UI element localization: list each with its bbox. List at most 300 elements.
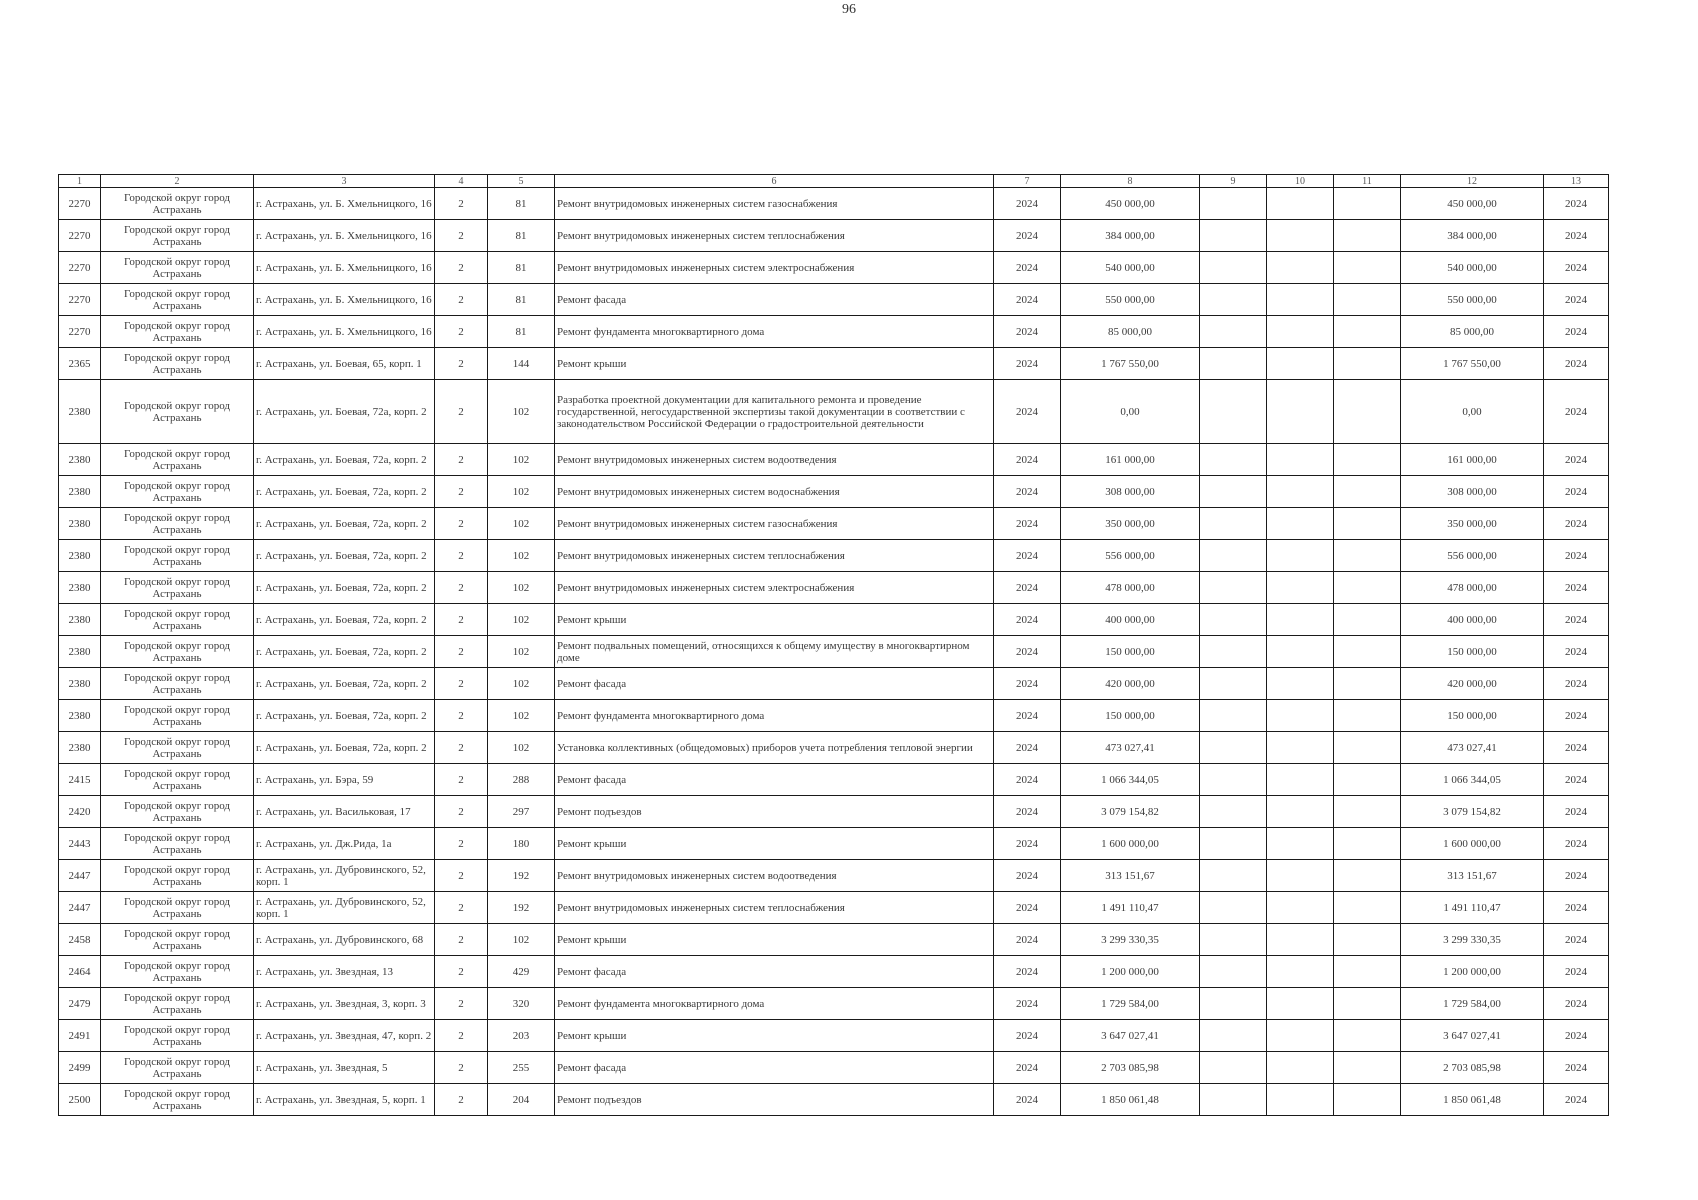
total-cost-cell: 556 000,00 <box>1401 540 1544 572</box>
work-type-cell: Ремонт внутридомовых инженерных систем теплоснабжения <box>555 540 994 572</box>
work-type-cell: Ремонт внутридомовых инженерных систем водоотведения <box>555 860 994 892</box>
col10-cell <box>1267 956 1334 988</box>
cost-cell: 3 079 154,82 <box>1061 796 1200 828</box>
cost-cell: 3 299 330,35 <box>1061 924 1200 956</box>
municipality-cell: Городской округ город Астрахань <box>101 188 254 220</box>
col9-cell <box>1200 956 1267 988</box>
col4-cell: 2 <box>435 508 488 540</box>
col5-cell: 81 <box>488 220 555 252</box>
row-id-cell: 2270 <box>59 220 101 252</box>
address-cell: г. Астрахань, ул. Боевая, 72а, корп. 2 <box>254 444 435 476</box>
work-type-cell: Ремонт внутридомовых инженерных систем газоснабжения <box>555 508 994 540</box>
column-header-12: 12 <box>1401 175 1544 188</box>
work-type-cell: Ремонт подвальных помещений, относящихся к общему имуществу в многоквартирном доме <box>555 636 994 668</box>
table-row <box>59 1020 1609 1052</box>
col5-cell: 102 <box>488 380 555 444</box>
col10-cell <box>1267 860 1334 892</box>
col4-cell: 2 <box>435 540 488 572</box>
cost-cell: 1 066 344,05 <box>1061 764 1200 796</box>
work-type-cell: Ремонт фасада <box>555 668 994 700</box>
cost-cell: 0,00 <box>1061 380 1200 444</box>
table-row <box>59 796 1609 828</box>
col10-cell <box>1267 444 1334 476</box>
year-cell: 2024 <box>994 316 1061 348</box>
col11-cell <box>1334 316 1401 348</box>
completion-year-cell: 2024 <box>1544 508 1609 540</box>
col4-cell: 2 <box>435 604 488 636</box>
table-row <box>59 700 1609 732</box>
row-id-cell: 2380 <box>59 572 101 604</box>
col10-cell <box>1267 700 1334 732</box>
cost-cell: 2 703 085,98 <box>1061 1052 1200 1084</box>
total-cost-cell: 161 000,00 <box>1401 444 1544 476</box>
col10-cell <box>1267 1084 1334 1116</box>
year-cell: 2024 <box>994 700 1061 732</box>
municipality-cell: Городской округ город Астрахань <box>101 700 254 732</box>
completion-year-cell: 2024 <box>1544 828 1609 860</box>
col4-cell: 2 <box>435 956 488 988</box>
total-cost-cell: 3 079 154,82 <box>1401 796 1544 828</box>
col4-cell: 2 <box>435 284 488 316</box>
completion-year-cell: 2024 <box>1544 348 1609 380</box>
row-id-cell: 2479 <box>59 988 101 1020</box>
col5-cell: 204 <box>488 1084 555 1116</box>
total-cost-cell: 1 767 550,00 <box>1401 348 1544 380</box>
completion-year-cell: 2024 <box>1544 476 1609 508</box>
col10-cell <box>1267 796 1334 828</box>
col11-cell <box>1334 700 1401 732</box>
col10-cell <box>1267 924 1334 956</box>
col11-cell <box>1334 1084 1401 1116</box>
table-row <box>59 636 1609 668</box>
cost-cell: 1 491 110,47 <box>1061 892 1200 924</box>
municipality-cell: Городской округ город Астрахань <box>101 924 254 956</box>
municipality-cell: Городской округ город Астрахань <box>101 1020 254 1052</box>
year-cell: 2024 <box>994 636 1061 668</box>
row-id-cell: 2270 <box>59 284 101 316</box>
municipality-cell: Городской округ город Астрахань <box>101 988 254 1020</box>
table-row <box>59 604 1609 636</box>
col9-cell <box>1200 796 1267 828</box>
total-cost-cell: 478 000,00 <box>1401 572 1544 604</box>
table-row <box>59 668 1609 700</box>
work-type-cell: Ремонт фасада <box>555 284 994 316</box>
col9-cell <box>1200 348 1267 380</box>
municipality-cell: Городской округ город Астрахань <box>101 348 254 380</box>
col9-cell <box>1200 732 1267 764</box>
municipality-cell: Городской округ город Астрахань <box>101 860 254 892</box>
col10-cell <box>1267 636 1334 668</box>
year-cell: 2024 <box>994 540 1061 572</box>
row-id-cell: 2380 <box>59 636 101 668</box>
col4-cell: 2 <box>435 1084 488 1116</box>
column-number-row <box>59 175 1609 188</box>
municipality-cell: Городской округ город Астрахань <box>101 476 254 508</box>
municipality-cell: Городской округ город Астрахань <box>101 540 254 572</box>
completion-year-cell: 2024 <box>1544 284 1609 316</box>
table-row <box>59 732 1609 764</box>
col9-cell <box>1200 220 1267 252</box>
work-type-cell: Ремонт крыши <box>555 828 994 860</box>
total-cost-cell: 150 000,00 <box>1401 700 1544 732</box>
cost-cell: 450 000,00 <box>1061 188 1200 220</box>
address-cell: г. Астрахань, ул. Боевая, 72а, корп. 2 <box>254 732 435 764</box>
col9-cell <box>1200 924 1267 956</box>
row-id-cell: 2380 <box>59 668 101 700</box>
col9-cell <box>1200 636 1267 668</box>
col11-cell <box>1334 764 1401 796</box>
col9-cell <box>1200 700 1267 732</box>
year-cell: 2024 <box>994 764 1061 796</box>
cost-cell: 350 000,00 <box>1061 508 1200 540</box>
col5-cell: 102 <box>488 700 555 732</box>
col5-cell: 81 <box>488 188 555 220</box>
year-cell: 2024 <box>994 476 1061 508</box>
col9-cell <box>1200 828 1267 860</box>
col11-cell <box>1334 188 1401 220</box>
col4-cell: 2 <box>435 444 488 476</box>
col11-cell <box>1334 924 1401 956</box>
table-row <box>59 988 1609 1020</box>
total-cost-cell: 473 027,41 <box>1401 732 1544 764</box>
row-id-cell: 2380 <box>59 444 101 476</box>
total-cost-cell: 1 729 584,00 <box>1401 988 1544 1020</box>
total-cost-cell: 420 000,00 <box>1401 668 1544 700</box>
cost-cell: 1 200 000,00 <box>1061 956 1200 988</box>
col4-cell: 2 <box>435 732 488 764</box>
work-type-cell: Установка коллективных (общедомовых) приборов учета потребления тепловой энергии <box>555 732 994 764</box>
municipality-cell: Городской округ город Астрахань <box>101 1052 254 1084</box>
address-cell: г. Астрахань, ул. Боевая, 72а, корп. 2 <box>254 572 435 604</box>
completion-year-cell: 2024 <box>1544 220 1609 252</box>
work-type-cell: Ремонт внутридомовых инженерных систем теплоснабжения <box>555 892 994 924</box>
col10-cell <box>1267 828 1334 860</box>
address-cell: г. Астрахань, ул. Дубровинского, 52, корп. 1 <box>254 860 435 892</box>
address-cell: г. Астрахань, ул. Боевая, 72а, корп. 2 <box>254 380 435 444</box>
work-type-cell: Ремонт крыши <box>555 348 994 380</box>
col11-cell <box>1334 636 1401 668</box>
col9-cell <box>1200 1084 1267 1116</box>
total-cost-cell: 400 000,00 <box>1401 604 1544 636</box>
row-id-cell: 2270 <box>59 252 101 284</box>
total-cost-cell: 0,00 <box>1401 380 1544 444</box>
col4-cell: 2 <box>435 1020 488 1052</box>
year-cell: 2024 <box>994 188 1061 220</box>
completion-year-cell: 2024 <box>1544 732 1609 764</box>
col10-cell <box>1267 892 1334 924</box>
work-type-cell: Ремонт внутридомовых инженерных систем водоотведения <box>555 444 994 476</box>
col10-cell <box>1267 380 1334 444</box>
address-cell: г. Астрахань, ул. Звездная, 3, корп. 3 <box>254 988 435 1020</box>
address-cell: г. Астрахань, ул. Б. Хмельницкого, 16 <box>254 188 435 220</box>
col10-cell <box>1267 572 1334 604</box>
row-id-cell: 2499 <box>59 1052 101 1084</box>
col10-cell <box>1267 476 1334 508</box>
completion-year-cell: 2024 <box>1544 604 1609 636</box>
year-cell: 2024 <box>994 988 1061 1020</box>
col11-cell <box>1334 508 1401 540</box>
col4-cell: 2 <box>435 796 488 828</box>
col5-cell: 180 <box>488 828 555 860</box>
work-type-cell: Ремонт крыши <box>555 604 994 636</box>
total-cost-cell: 2 703 085,98 <box>1401 1052 1544 1084</box>
col9-cell <box>1200 252 1267 284</box>
col5-cell: 81 <box>488 252 555 284</box>
year-cell: 2024 <box>994 828 1061 860</box>
col5-cell: 102 <box>488 476 555 508</box>
total-cost-cell: 1 066 344,05 <box>1401 764 1544 796</box>
address-cell: г. Астрахань, ул. Дубровинского, 68 <box>254 924 435 956</box>
work-type-cell: Ремонт внутридомовых инженерных систем электроснабжения <box>555 252 994 284</box>
total-cost-cell: 1 200 000,00 <box>1401 956 1544 988</box>
municipality-cell: Городской округ город Астрахань <box>101 956 254 988</box>
address-cell: г. Астрахань, ул. Дж.Рида, 1а <box>254 828 435 860</box>
col11-cell <box>1334 860 1401 892</box>
column-header-7: 7 <box>994 175 1061 188</box>
col5-cell: 102 <box>488 444 555 476</box>
table-row <box>59 220 1609 252</box>
col11-cell <box>1334 828 1401 860</box>
row-id-cell: 2443 <box>59 828 101 860</box>
table-row <box>59 476 1609 508</box>
address-cell: г. Астрахань, ул. Б. Хмельницкого, 16 <box>254 316 435 348</box>
col9-cell <box>1200 572 1267 604</box>
cost-cell: 3 647 027,41 <box>1061 1020 1200 1052</box>
column-header-10: 10 <box>1267 175 1334 188</box>
column-header-2: 2 <box>101 175 254 188</box>
municipality-cell: Городской округ город Астрахань <box>101 796 254 828</box>
completion-year-cell: 2024 <box>1544 316 1609 348</box>
total-cost-cell: 550 000,00 <box>1401 284 1544 316</box>
work-type-cell: Ремонт крыши <box>555 924 994 956</box>
row-id-cell: 2491 <box>59 1020 101 1052</box>
col9-cell <box>1200 380 1267 444</box>
row-id-cell: 2380 <box>59 732 101 764</box>
table-row <box>59 956 1609 988</box>
col5-cell: 102 <box>488 508 555 540</box>
col10-cell <box>1267 284 1334 316</box>
total-cost-cell: 1 600 000,00 <box>1401 828 1544 860</box>
completion-year-cell: 2024 <box>1544 252 1609 284</box>
address-cell: г. Астрахань, ул. Бэра, 59 <box>254 764 435 796</box>
col4-cell: 2 <box>435 668 488 700</box>
address-cell: г. Астрахань, ул. Звездная, 47, корп. 2 <box>254 1020 435 1052</box>
col4-cell: 2 <box>435 380 488 444</box>
col11-cell <box>1334 956 1401 988</box>
table-row <box>59 892 1609 924</box>
col5-cell: 429 <box>488 956 555 988</box>
col9-cell <box>1200 188 1267 220</box>
col4-cell: 2 <box>435 316 488 348</box>
table-row <box>59 252 1609 284</box>
address-cell: г. Астрахань, ул. Боевая, 72а, корп. 2 <box>254 700 435 732</box>
completion-year-cell: 2024 <box>1544 892 1609 924</box>
col5-cell: 102 <box>488 732 555 764</box>
col9-cell <box>1200 508 1267 540</box>
column-header-11: 11 <box>1334 175 1401 188</box>
year-cell: 2024 <box>994 1084 1061 1116</box>
table-row <box>59 508 1609 540</box>
work-type-cell: Ремонт фундамента многоквартирного дома <box>555 988 994 1020</box>
completion-year-cell: 2024 <box>1544 700 1609 732</box>
address-cell: г. Астрахань, ул. Боевая, 72а, корп. 2 <box>254 476 435 508</box>
col9-cell <box>1200 476 1267 508</box>
municipality-cell: Городской округ город Астрахань <box>101 380 254 444</box>
col10-cell <box>1267 348 1334 380</box>
completion-year-cell: 2024 <box>1544 444 1609 476</box>
col4-cell: 2 <box>435 700 488 732</box>
municipality-cell: Городской округ город Астрахань <box>101 732 254 764</box>
col11-cell <box>1334 1052 1401 1084</box>
year-cell: 2024 <box>994 284 1061 316</box>
completion-year-cell: 2024 <box>1544 668 1609 700</box>
col10-cell <box>1267 764 1334 796</box>
table-body <box>59 188 1609 1116</box>
col11-cell <box>1334 668 1401 700</box>
col9-cell <box>1200 604 1267 636</box>
address-cell: г. Астрахань, ул. Звездная, 5, корп. 1 <box>254 1084 435 1116</box>
col5-cell: 192 <box>488 892 555 924</box>
work-type-cell: Ремонт внутридомовых инженерных систем электроснабжения <box>555 572 994 604</box>
year-cell: 2024 <box>994 444 1061 476</box>
col4-cell: 2 <box>435 892 488 924</box>
row-id-cell: 2380 <box>59 604 101 636</box>
year-cell: 2024 <box>994 924 1061 956</box>
row-id-cell: 2464 <box>59 956 101 988</box>
cost-cell: 1 850 061,48 <box>1061 1084 1200 1116</box>
column-header-6: 6 <box>555 175 994 188</box>
col10-cell <box>1267 1020 1334 1052</box>
row-id-cell: 2380 <box>59 476 101 508</box>
col4-cell: 2 <box>435 348 488 380</box>
work-type-cell: Ремонт фасада <box>555 956 994 988</box>
col11-cell <box>1334 444 1401 476</box>
cost-cell: 85 000,00 <box>1061 316 1200 348</box>
col10-cell <box>1267 732 1334 764</box>
cost-cell: 1 600 000,00 <box>1061 828 1200 860</box>
row-id-cell: 2415 <box>59 764 101 796</box>
year-cell: 2024 <box>994 572 1061 604</box>
completion-year-cell: 2024 <box>1544 956 1609 988</box>
cost-cell: 550 000,00 <box>1061 284 1200 316</box>
col4-cell: 2 <box>435 188 488 220</box>
col11-cell <box>1334 252 1401 284</box>
cost-cell: 308 000,00 <box>1061 476 1200 508</box>
cost-cell: 556 000,00 <box>1061 540 1200 572</box>
col11-cell <box>1334 476 1401 508</box>
table-row <box>59 924 1609 956</box>
municipality-cell: Городской округ город Астрахань <box>101 572 254 604</box>
year-cell: 2024 <box>994 892 1061 924</box>
col4-cell: 2 <box>435 476 488 508</box>
row-id-cell: 2380 <box>59 540 101 572</box>
col9-cell <box>1200 540 1267 572</box>
cost-cell: 161 000,00 <box>1061 444 1200 476</box>
table-row <box>59 540 1609 572</box>
col11-cell <box>1334 1020 1401 1052</box>
table-row <box>59 380 1609 444</box>
table-row <box>59 1084 1609 1116</box>
municipality-cell: Городской округ город Астрахань <box>101 316 254 348</box>
col11-cell <box>1334 348 1401 380</box>
year-cell: 2024 <box>994 956 1061 988</box>
completion-year-cell: 2024 <box>1544 1052 1609 1084</box>
col9-cell <box>1200 892 1267 924</box>
col11-cell <box>1334 572 1401 604</box>
col10-cell <box>1267 220 1334 252</box>
col4-cell: 2 <box>435 988 488 1020</box>
address-cell: г. Астрахань, ул. Боевая, 72а, корп. 2 <box>254 508 435 540</box>
completion-year-cell: 2024 <box>1544 860 1609 892</box>
col4-cell: 2 <box>435 220 488 252</box>
year-cell: 2024 <box>994 604 1061 636</box>
municipality-cell: Городской округ город Астрахань <box>101 764 254 796</box>
address-cell: г. Астрахань, ул. Боевая, 72а, корп. 2 <box>254 668 435 700</box>
work-type-cell: Ремонт фасада <box>555 764 994 796</box>
col5-cell: 203 <box>488 1020 555 1052</box>
address-cell: г. Астрахань, ул. Б. Хмельницкого, 16 <box>254 220 435 252</box>
total-cost-cell: 350 000,00 <box>1401 508 1544 540</box>
col5-cell: 144 <box>488 348 555 380</box>
col4-cell: 2 <box>435 1052 488 1084</box>
column-header-13: 13 <box>1544 175 1609 188</box>
year-cell: 2024 <box>994 348 1061 380</box>
work-type-cell: Ремонт внутридомовых инженерных систем водоснабжения <box>555 476 994 508</box>
col9-cell <box>1200 668 1267 700</box>
col9-cell <box>1200 988 1267 1020</box>
row-id-cell: 2270 <box>59 188 101 220</box>
total-cost-cell: 1 491 110,47 <box>1401 892 1544 924</box>
completion-year-cell: 2024 <box>1544 988 1609 1020</box>
column-header-9: 9 <box>1200 175 1267 188</box>
municipality-cell: Городской округ город Астрахань <box>101 892 254 924</box>
work-type-cell: Ремонт фундамента многоквартирного дома <box>555 316 994 348</box>
work-type-cell: Ремонт фундамента многоквартирного дома <box>555 700 994 732</box>
municipality-cell: Городской округ город Астрахань <box>101 604 254 636</box>
address-cell: г. Астрахань, ул. Боевая, 72а, корп. 2 <box>254 604 435 636</box>
completion-year-cell: 2024 <box>1544 636 1609 668</box>
col11-cell <box>1334 380 1401 444</box>
total-cost-cell: 540 000,00 <box>1401 252 1544 284</box>
total-cost-cell: 3 647 027,41 <box>1401 1020 1544 1052</box>
col10-cell <box>1267 1052 1334 1084</box>
year-cell: 2024 <box>994 860 1061 892</box>
col5-cell: 192 <box>488 860 555 892</box>
municipality-cell: Городской округ город Астрахань <box>101 636 254 668</box>
municipality-cell: Городской округ город Астрахань <box>101 252 254 284</box>
address-cell: г. Астрахань, ул. Звездная, 5 <box>254 1052 435 1084</box>
col5-cell: 81 <box>488 316 555 348</box>
col9-cell <box>1200 1020 1267 1052</box>
table-row <box>59 1052 1609 1084</box>
table-row <box>59 860 1609 892</box>
col4-cell: 2 <box>435 764 488 796</box>
col5-cell: 102 <box>488 540 555 572</box>
work-type-cell: Разработка проектной документации для капитального ремонта и проведение государственной, негосударственной экспертизы такой документации в соответствии с законодательством Российской Федерации о градостроительной деятельности <box>555 380 994 444</box>
cost-cell: 478 000,00 <box>1061 572 1200 604</box>
col10-cell <box>1267 508 1334 540</box>
cost-cell: 384 000,00 <box>1061 220 1200 252</box>
row-id-cell: 2365 <box>59 348 101 380</box>
total-cost-cell: 313 151,67 <box>1401 860 1544 892</box>
total-cost-cell: 384 000,00 <box>1401 220 1544 252</box>
address-cell: г. Астрахань, ул. Звездная, 13 <box>254 956 435 988</box>
page-number: 96 <box>842 2 856 17</box>
column-header-8: 8 <box>1061 175 1200 188</box>
year-cell: 2024 <box>994 668 1061 700</box>
address-cell: г. Астрахань, ул. Дубровинского, 52, корп. 1 <box>254 892 435 924</box>
col9-cell <box>1200 764 1267 796</box>
